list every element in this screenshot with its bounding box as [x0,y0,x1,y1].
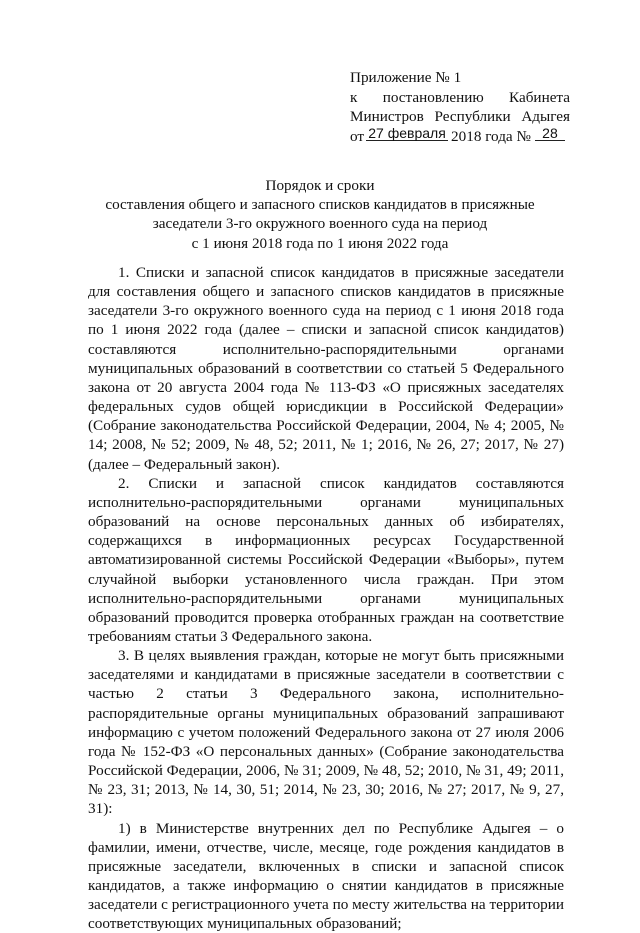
title-line-3: заседатели 3-го окружного военного суда на период [152,215,488,233]
appendix-date-line [350,124,570,147]
appendix-resolution-line: к постановлению Кабинета [350,88,570,106]
document-title [90,176,550,253]
appendix-header [350,68,570,146]
title-line-2: составления общего и запасного списков кандидатов в присяжные [105,196,535,214]
handwritten-date: 27 февраля [366,126,448,141]
paragraph-3-item-1: 1) в Министерстве внутренних дел по Республике Адыгея – о фамилии, имени, отчестве, числе, месяце, годе рождения кандидатов в присяжные заседатели, включенных в списки и запасной список кандидатов, а также информацию о снятии кандидатов в присяжные заседатели с регистрационного учета по месту жительства на территории соответствующих муниципальных образований; [88,819,565,933]
appendix-cabinet-line: Министров Республики Адыгея [350,108,570,125]
year-text: 2018 года № [451,127,531,145]
date-prefix: от [350,127,365,145]
title-line-1: Порядок и сроки [265,177,375,194]
handwritten-number: 28 [535,126,565,141]
appendix-title: Приложение № 1 [350,69,462,86]
title-line-4: с 1 июня 2018 года по 1 июня 2022 года [191,234,449,252]
paragraph-2: 2. Списки и запасной список кандидатов составляются исполнительно-распорядительными органами муниципальных образований на основе персональных данных об избирателях, содержащихся в информационных ресурсах Государственной автоматизированной системы Российской Федерации «Выборы», путем случайной выборки установленного числа граждан. При этом исполнительно-распорядительными органами муниципальных образований проводится проверка отобранных граждан на соответствие требованиям статьи 3 Федерального закона. [88,474,564,645]
document-body [88,263,564,933]
paragraph-1: 1. Списки и запасной список кандидатов в присяжные заседатели для составления общего и запасного списков кандидатов в присяжные заседатели 3-го окружного военного суда на период с 1 июня 2018 года по 1 июня 2022 года (далее – списки и запасной список кандидатов) составляются исполнительно-распорядительными органами муниципальных образований в соответствии со статьей 5 Федерального закона от 20 августа 2004 года № 113-ФЗ «О присяжных заседателях федеральных судов общей юрисдикции в Российской Федерации» (Собрание законодательства Российской Федерации, 2004, № 4; 2005, № 14; 2008, № 52; 2009, № 48, 52; 2011, № 1; 2016, № 26, 27; 2017, № 27) (далее – Федеральный закон). [88,264,564,473]
paragraph-3: 3. В целях выявления граждан, которые не могут быть присяжными заседателями и кандидатами в присяжные заседатели в соответствии с частью 2 статьи 3 Федерального закона, исполнительно-распорядительные органы муниципальных образований запрашивают информацию с учетом положений Федерального закона от 27 июля 2006 года № 152-ФЗ «О персональных данных» (Собрание законодательства Российской Федерации, 2006, № 31; 2009, № 48, 52; 2010, № 31, 49; 2011, № 23, 31; 2013, № 14, 30, 51; 2014, № 23, 30; 2016, № 27; 2017, № 9, 27, 31): [88,647,564,818]
